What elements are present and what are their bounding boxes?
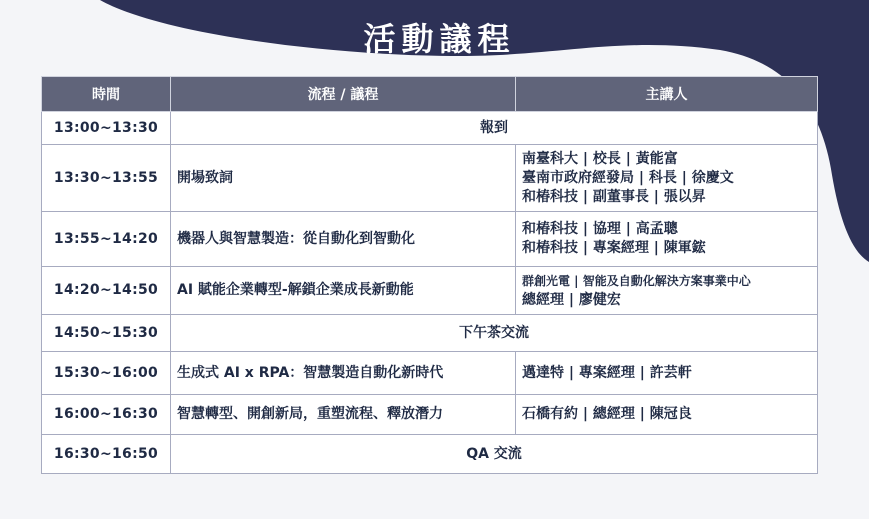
table-row — [42, 267, 818, 315]
speaker-line: 和椿科技 | 協理 | 高孟聰 — [522, 221, 678, 237]
table-row — [42, 212, 818, 267]
speaker-cell — [516, 395, 818, 435]
table-row — [42, 145, 818, 212]
time-cell: 13:30~13:55 — [42, 145, 171, 212]
program-cell: 開場致詞 — [171, 145, 516, 212]
speaker-line: 石橋有約 | 總經理 | 陳冠良 — [522, 406, 692, 422]
table-row — [42, 315, 818, 352]
time-cell: 14:20~14:50 — [42, 267, 171, 315]
program-cell: 智慧轉型、開創新局，重塑流程、釋放潛力 — [171, 395, 516, 435]
table-header-row — [42, 77, 818, 112]
speaker-cell — [516, 212, 818, 267]
speaker-cell — [516, 267, 818, 315]
time-cell: 14:50~15:30 — [42, 315, 171, 352]
column-header-speaker: 主講人 — [516, 77, 818, 112]
speaker-line: 和椿科技 | 副董事長 | 張以昇 — [522, 188, 706, 205]
program-cell: 報到 — [171, 112, 818, 145]
column-header-program: 流程 / 議程 — [171, 77, 516, 112]
speaker-cell — [516, 352, 818, 395]
time-cell: 16:00~16:30 — [42, 395, 171, 435]
page-title: 活動議程 — [363, 20, 516, 58]
speaker-line: 和椿科技 | 專案經理 | 陳軍鋐 — [522, 240, 706, 256]
time-cell: 13:55~14:20 — [42, 212, 171, 267]
time-cell: 16:30~16:50 — [42, 435, 171, 474]
table-row — [42, 395, 818, 435]
speaker-line: 群創光電 | 智能及自動化解決方案事業中心 — [522, 273, 751, 288]
program-cell: QA 交流 — [171, 435, 818, 474]
column-header-time: 時間 — [42, 77, 171, 112]
program-cell: 生成式 AI x RPA：智慧製造自動化新時代 — [171, 352, 516, 395]
table-row — [42, 435, 818, 474]
table-row — [42, 352, 818, 395]
program-cell: 下午茶交流 — [171, 315, 818, 352]
agenda-table — [41, 76, 818, 474]
speaker-line: 臺南市政府經發局 | 科長 | 徐慶文 — [522, 169, 734, 186]
program-cell: AI 賦能企業轉型-解鎖企業成長新動能 — [171, 267, 516, 315]
table-row — [42, 112, 818, 145]
speaker-cell — [516, 145, 818, 212]
speaker-line: 南臺科大 | 校長 | 黃能富 — [522, 150, 678, 167]
speaker-line: 總經理 | 廖健宏 — [522, 291, 621, 308]
time-cell: 13:00~13:30 — [42, 112, 171, 145]
speaker-line: 邁達特 | 專案經理 | 許芸軒 — [522, 364, 692, 381]
time-cell: 15:30~16:00 — [42, 352, 171, 395]
program-cell: 機器人與智慧製造：從自動化到智動化 — [171, 212, 516, 267]
